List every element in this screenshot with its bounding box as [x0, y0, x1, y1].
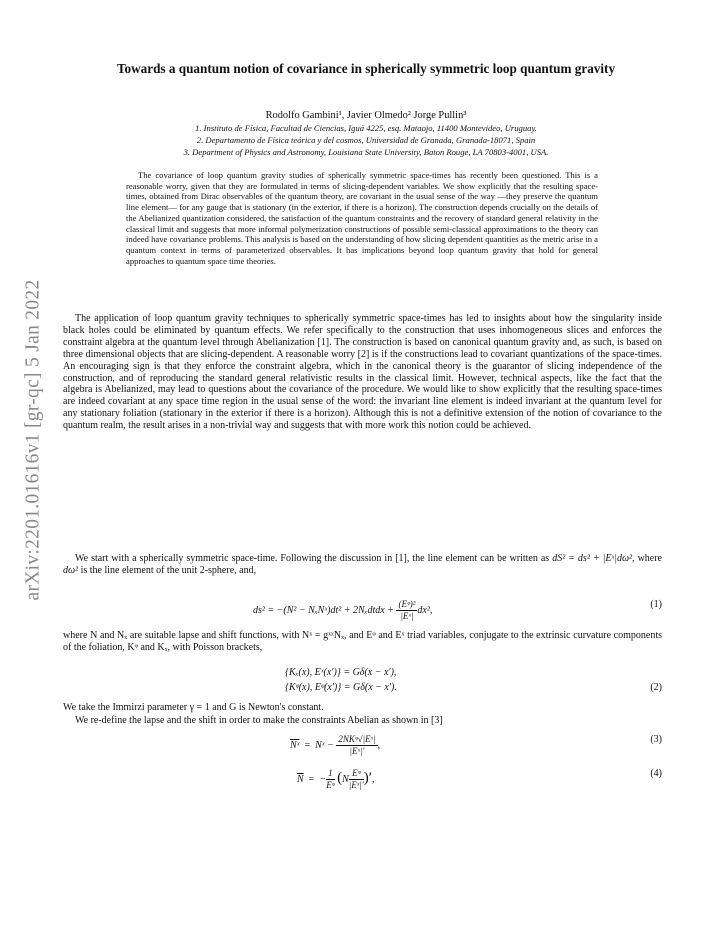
equation-1-fraction: $\frac{\text{(Eᵠ)²}}{\text{|Eˣ|}}$ [398, 599, 416, 621]
equation-3-lhs: $\overline{Nˣ}$ [290, 739, 300, 751]
poisson-bracket-intro: where N and Nₓ are suitable lapse and shift functions, with Nˣ = gˣˣNₓ, and Eᵠ and Eˣ triad variables, conjugate to the extrinsic curvature components of the foliation, Kᵠ and Kₓ, with Poisson brackets, [63, 630, 662, 653]
redefine-sentence: We re-define the lapse and the shift in order to make the constraints Abelian as shown in [3] [75, 715, 443, 726]
equation-1-number: (1) [650, 599, 662, 610]
affiliation-3: 3. Department of Physics and Astronomy, Louisiana State University, Baton Rouge, LA 70803-4001, USA. [183, 147, 549, 157]
affiliation-2: 2. Departamento de Física teórica y del cosmos, Universidad de Granada, Granada-18071, Spain [196, 135, 536, 145]
equation-2 [63, 667, 662, 697]
equation-2-line-1: {Kₓ(x), Eˣ(x′)} = Gδ(x − x′), [285, 667, 397, 678]
equation-3-number: (3) [650, 734, 662, 745]
equation-4: $\overline{N}$ = − $\frac{1}{\text{Eᵠ}}$ (N $\frac{\text{Eᵠ}}{\text{|Eˣ|′}}$ )′, (4) [297, 768, 662, 790]
equation-4-lhs: $\overline{N}$ [297, 773, 304, 785]
immirzi-sentence: We take the Immirzi parameter γ = 1 and G is Newton's constant. [63, 702, 324, 713]
arxiv-identifier-stamp: arXiv:2201.01616v1 [gr-qc] 5 Jan 2022 [23, 279, 44, 601]
equation-1 [63, 592, 662, 622]
author-list: Rodolfo Gambini¹, Javier Olmedo² Jorge Pullin³ [265, 110, 467, 121]
line-element-paragraph: We start with a spherically symmetric space-time. Following the discussion in [1], the line element can be written as dS² = ds² + |Eˣ|dω², where dω² is the line element of the unit 2-sphere, and, [63, 553, 662, 576]
affiliation-1: 1. Instituto de Física, Facultad de Ciencias, Iguá 4225, esq. Mataojo, 11400 Montevideo, Uruguay. [195, 123, 537, 133]
equation-2-line-2: {Kᵠ(x), Eᵠ(x′)} = Gδ(x − x′). [285, 682, 397, 693]
equation-4-number: (4) [650, 768, 662, 779]
equation-3-fraction: $\frac{\text{2NKᵠ√|Eˣ|}}{\text{|Eˣ|′}}$ [338, 734, 376, 756]
equation-4-fraction-2: $\frac{\text{Eᵠ}}{\text{|Eˣ|′}}$ [348, 768, 364, 790]
intro-paragraph: The application of loop quantum gravity techniques to spherically symmetric space-times has led to insights about how the singularity inside black holes could be eliminated by quantum effects. We refer specifically to the construction that uses inhomogeneous slices and enforces the constraint algebra at the quantum level through Abelianization [1]. The construction is based on canonical quantum gravity and, as such, is based on three dimensional objects that are slicing-dependent. A reasonable worry [2] is if the constructions lead to covariant quantizations of the space-times. An encouraging sign is that they enforce the constraint algebra, which in the canonical theory is the guarantor of slicing independence of the construction, and of reproducing the standard general relativistic results in the classical limit. However, technical aspects, like the fact that the algebra is Abelianized, may lead to questions about the covariance of the procedure. We would like to show explicitly that the resulting space-times are indeed covariant at any space time region in the usual sense of the word: the invariant line element is indeed invariant at the quantum level for any stationary foliation (stationary in the exterior if there is a horizon). Although this is not a definitive extension of the notion of covariance to the quantum realm, the result arises in a non-trivial way and suggests that with more work this notion could be achieved. [63, 313, 662, 432]
equation-3: $\overline{Nˣ}$ = Nˣ − $\frac{\text{2NKᵠ√|Eˣ|}}{\text{|Eˣ|′}}$ , (3) [290, 734, 662, 756]
equation-2-number: (2) [650, 682, 662, 693]
paper-title: Towards a quantum notion of covariance in spherically symmetric loop quantum gravity [116, 61, 616, 76]
equation-1-lhs: ds² = −(N² − NₓNˣ)dt² + 2Nₓdtdx + [253, 604, 397, 616]
abstract: The covariance of loop quantum gravity studies of spherically symmetric space-times has recently been questioned. This is a reasonable worry, given that they are formulated in terms of slicing-dependent variables. We show explicitly that the resulting space-times, obtained from Dirac observables of the quantum theory, are covariant in the usual sense of the way —they preserve the quantum line element— for any gauge that is stationary (in the exterior, if there is a horizon). The construction depends crucially on the details of the Abelianized quantization considered, the satisfaction of the quantum constraints and the recovery of standard general relativity in the classical limit and suggests that more informal polymerization constructions of possible semi-classical approximations to the theory can indeed have covariance problems. This analysis is based on the understanding of how slicing dependent quantities as the metric arise in a quantum context in terms of parameterized observables. It has implications beyond loop quantum gravity that hold for general approaches to quantum space time theories. [126, 170, 598, 266]
equation-4-fraction-1: $\frac{1}{\text{Eᵠ}}$ [326, 768, 335, 790]
equation-1-rhs: dx², [417, 604, 433, 616]
affiliations [60, 122, 672, 158]
